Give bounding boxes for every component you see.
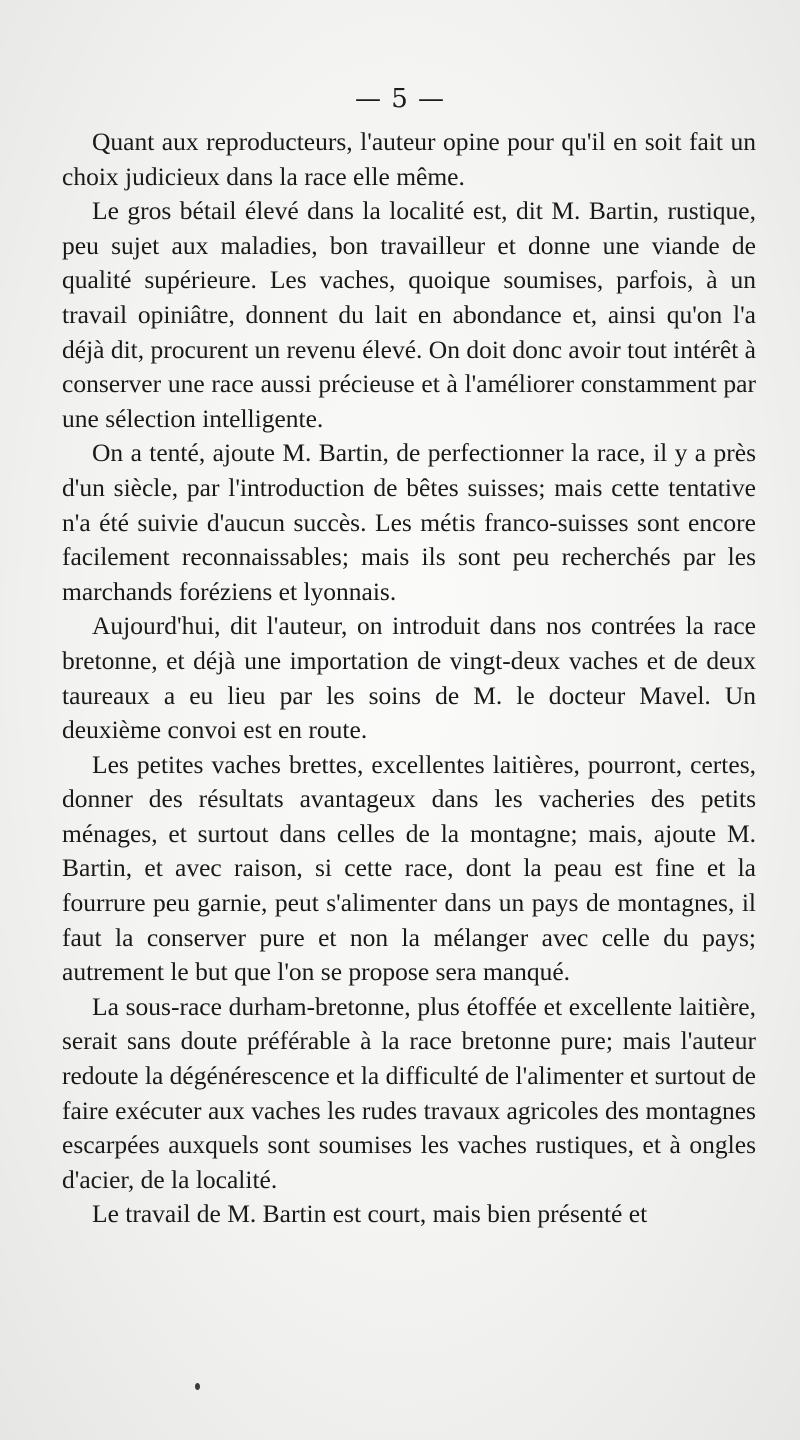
- paragraph-race-bretonne: Aujourd'hui, dit l'auteur, on introduit dans nos contrées la race bretonne, et déjà une importation de vingt-deux vaches et de deux taureaux a eu lieu par les soins de M. le docteur Mavel. Un deuxième convoi est en route.: [62, 611, 756, 745]
- paragraph-durham-bretonne: La sous-race durham-bretonne, plus étoffée et excellente laitière, serait sans doute préférable à la race bretonne pure; mais l'auteur redoute la dégénérescence et la difficulté de l'alimenter et surtout de faire exécuter aux vaches les rudes travaux agricoles des montagnes escarpées auxquels sont soumises les vaches rustiques, et à ongles d'acier, de la localité.: [62, 991, 756, 1194]
- paragraph-travail-bartin: Le travail de M. Bartin est court, mais bien présenté et: [92, 1199, 648, 1229]
- page-number: — 5 —: [354, 84, 446, 114]
- paragraph-vaches-brettes: Les petites vaches brettes, excellentes laitières, pourront, certes, donner des résultats avantageux dans les vacheries des petits ménages, et surtout dans celles de la montagne; mais, ajoute M. Bartin, et avec raison, si cette race, dont la peau est fine et la fourrure peu garnie, peut s'alimenter dans un pays de montagnes, il faut la conserver pure et non la mélanger avec celle du pays; autrement le but que l'on se propose sera manqué.: [62, 749, 756, 987]
- paragraph-betes-suisses: On a tenté, ajoute M. Bartin, de perfectionner la race, il y a près d'un siècle, par l'introduction de bêtes suisses; mais cette tentative n'a été suivie d'aucun succès. Les métis franco-suisses sont encore facilement reconnaissables; mais ils sont peu recherchés par les marchands foréziens et lyonnais.: [62, 438, 756, 606]
- body-text: [62, 125, 756, 1232]
- paragraph-reproducteurs: Quant aux reproducteurs, l'auteur opine pour qu'il en soit fait un choix judicieux dans la race elle même.: [62, 127, 756, 191]
- paragraph-gros-betail: Le gros bétail élevé dans la localité est, dit M. Bartin, rustique, peu sujet aux maladies, bon travailleur et donne une viande de qualité supérieure. Les vaches, quoique soumises, parfois, à un travail opiniâtre, donnent du lait en abondance et, ainsi qu'on l'a déjà dit, procurent un revenu élevé. On doit donc avoir tout intérêt à conserver une race aussi précieuse et à l'améliorer constamment par une sélection intelligente.: [62, 196, 756, 433]
- ink-speck: [195, 1383, 200, 1390]
